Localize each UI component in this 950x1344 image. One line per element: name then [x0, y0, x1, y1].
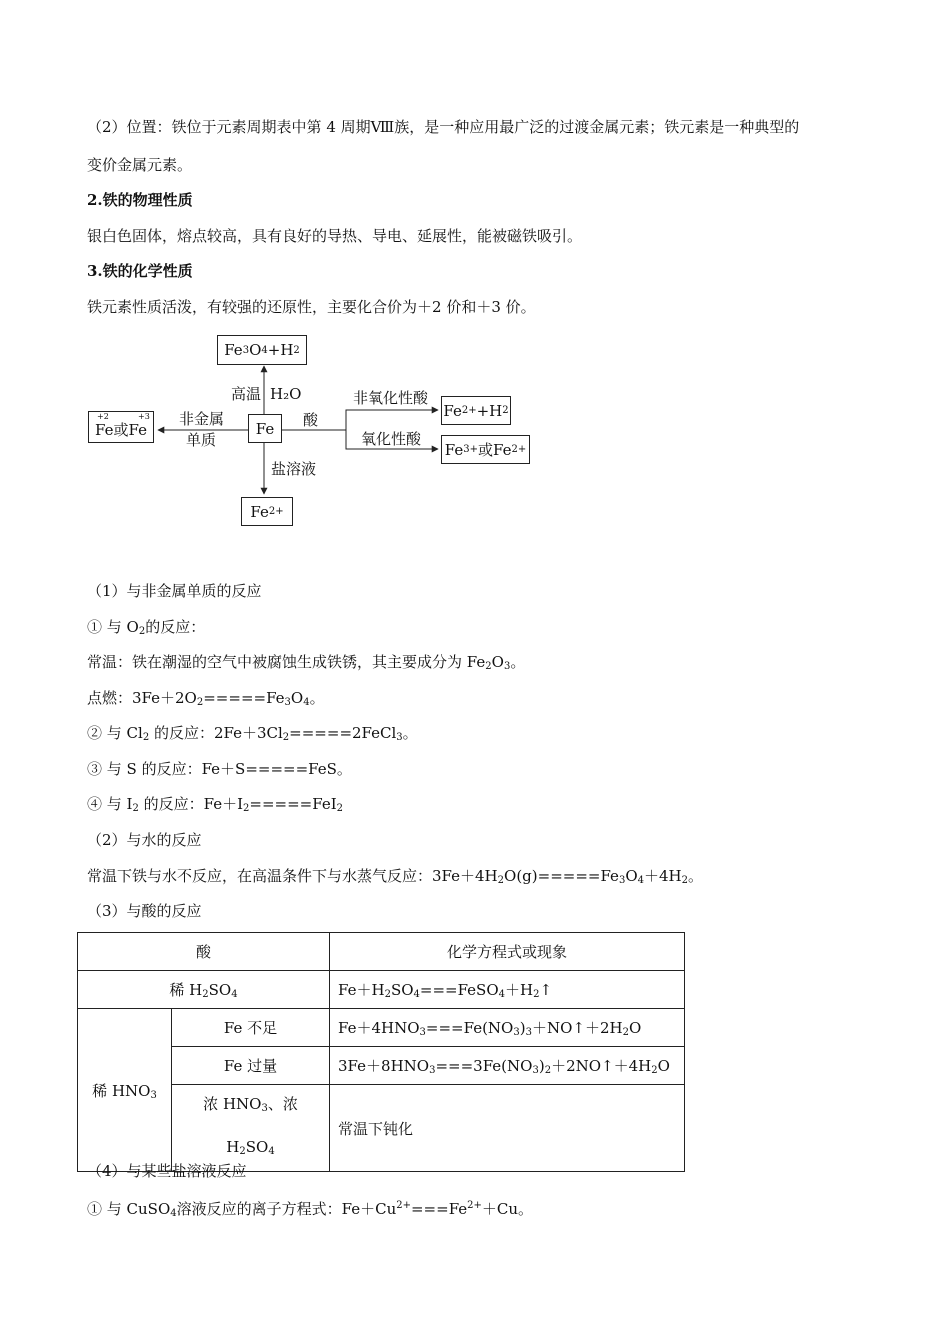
cell-fe-excess-eq: $3Fe+8HNO_3===3Fe(NO_3)_2+2NO↑+4H_2O$: [330, 1047, 685, 1085]
cuso4-reaction: ① 与 CuSO$_4$溶液反应的离子方程式：$Fe+Cu^{2+}===Fe^{2+}+Cu$。: [87, 1200, 534, 1219]
position-line-1: （2）位置：铁位于元素周期表中第 4 周期Ⅷ族，是一种应用最广泛的过渡金属元素；铁元素是一种典型的: [87, 118, 800, 136]
physical-properties-text: 银白色固体，熔点较高，具有良好的导热、导电、延展性，能被磁铁吸引。: [87, 227, 583, 245]
o2-reaction-title: ① 与 $O_2$的反应：: [87, 618, 206, 637]
cell-fe-insufficient-eq: $Fe+4HNO_3===Fe(NO_3)_3+NO↑+2H_2O$: [330, 1009, 685, 1047]
cell-dilute-h2so4: 稀 $H_2SO_4$: [78, 971, 330, 1009]
label-elemental: 单质: [186, 431, 217, 449]
heading-physical-properties: 2.铁的物理性质: [87, 191, 193, 209]
valence-plus2: +2: [97, 412, 109, 421]
acid-reaction-table: [77, 932, 685, 1172]
box-fe-center: Fe: [248, 414, 282, 443]
cell-fe-excess: Fe 过量: [172, 1047, 330, 1085]
s-reaction: ③ 与 S 的反应：Fe＋S=====FeS。: [87, 760, 352, 778]
chemical-properties-text: 铁元素性质活泼，有较强的还原性，主要化合价为＋2 价和＋3 价。: [87, 298, 536, 316]
table-row: [78, 933, 685, 971]
salt-title: （4）与某些盐溶液反应: [87, 1162, 247, 1180]
label-nonmetal: 非金属: [179, 410, 225, 428]
cell-fe-insufficient: Fe 不足: [172, 1009, 330, 1047]
cl2-reaction: ② 与 $Cl_2$ 的反应：$2Fe+3Cl_2=====2FeCl_3$。: [87, 724, 418, 743]
water-reaction: 常温下铁与水不反应，在高温条件下与水蒸气反应：$3Fe+4H_2O(g)=====Fe_3O_4+4H_2$。: [87, 867, 704, 886]
box-fe-valence: Fe或Fe: [88, 411, 154, 443]
nonmetal-title: （1）与非金属单质的反应: [87, 582, 262, 600]
heading-chemical-properties: 3.铁的化学性质: [87, 262, 193, 280]
o2-normal-temp: 常温：铁在潮湿的空气中被腐蚀生成铁锈，其主要成分为 $Fe_2O_3$。: [87, 653, 526, 672]
cell-concentrated: 浓 $HNO_3$、浓 $H_2SO_4$: [172, 1085, 330, 1172]
cell-dilute-h2so4-eq: $Fe+H_2SO_4===FeSO_4+H_2↑$: [330, 971, 685, 1009]
box-fe3-or-fe2: Fe 3+ 或Fe 2+: [441, 435, 530, 464]
water-title: （2）与水的反应: [87, 831, 202, 849]
valence-plus3: +3: [138, 412, 150, 421]
o2-ignition: 点燃：$3Fe+2O_2=====Fe_3O_4$。: [87, 689, 325, 708]
box-fe2: Fe 2+: [241, 497, 293, 526]
cell-passivation: 常温下钝化: [330, 1085, 685, 1172]
header-equation: 化学方程式或现象: [330, 933, 685, 971]
label-h2o: H₂O: [270, 385, 302, 403]
label-high-temp: 高温: [231, 385, 262, 403]
table-row: [78, 971, 685, 1009]
box-fe3o4-h2: Fe 3 O 4 +H 2: [217, 335, 307, 365]
label-non-oxidizing-acid: 非氧化性酸: [353, 389, 429, 407]
header-acid: 酸: [78, 933, 330, 971]
box-fe2-h2: Fe 2+ +H 2: [441, 396, 511, 425]
label-acid: 酸: [303, 411, 319, 429]
i2-reaction: ④ 与 $I_2$ 的反应：$Fe+I_2=====FeI_2$: [87, 795, 343, 814]
acid-title: （3）与酸的反应: [87, 902, 202, 920]
cell-dilute-hno3: 稀 $HNO_3$: [78, 1009, 172, 1172]
label-oxidizing-acid: 氧化性酸: [361, 430, 422, 448]
position-line-2: 变价金属元素。: [87, 156, 193, 174]
label-salt-solution: 盐溶液: [271, 460, 317, 478]
table-row: [78, 1009, 685, 1047]
